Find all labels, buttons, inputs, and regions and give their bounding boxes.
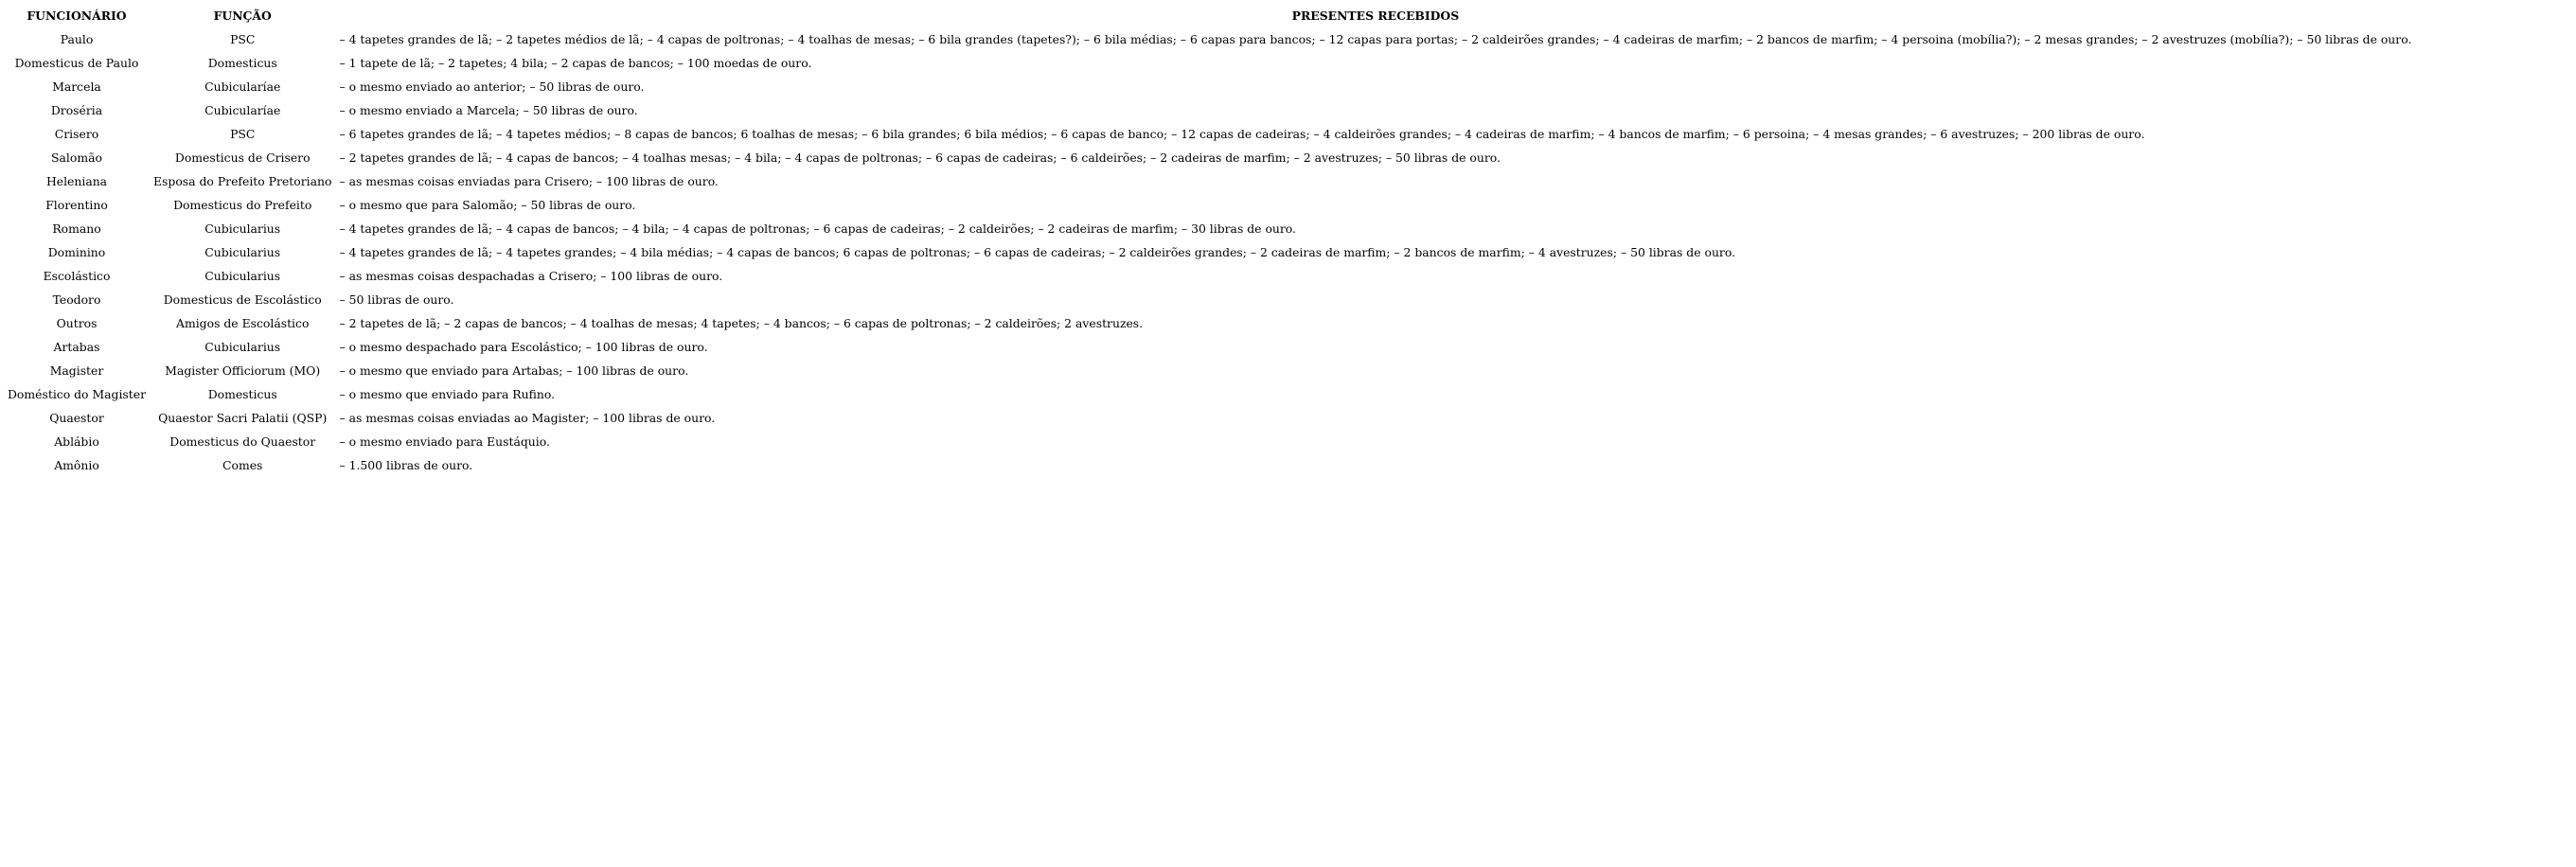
official-name: Dominino (47, 245, 106, 259)
gifts-received: – o mesmo enviado para Eustáquio. (339, 434, 550, 449)
official-role: Quaestor Sacri Palatii (QSP) (158, 411, 328, 425)
gifts-received: – o mesmo despachado para Escolástico; – 100 libras de ouro. (339, 340, 708, 354)
table-row (4, 146, 2415, 169)
gifts-received: – as mesmas coisas enviadas para Crisero; – 100 libras de ouro. (339, 174, 719, 188)
official-role: Amigos de Escolástico (176, 316, 310, 330)
official-name: Doméstico do Magister (8, 387, 147, 401)
table-row (4, 240, 2415, 264)
table-row (4, 453, 2415, 477)
official-role: Domesticus de Crisero (174, 150, 311, 165)
header-role: FUNÇÃO (213, 9, 272, 23)
official-name: Quaestor (49, 411, 104, 425)
table-row (4, 193, 2415, 217)
official-name: Outros (56, 316, 98, 330)
official-role: Domesticus do Quaestor (169, 434, 316, 449)
official-role: Domesticus (207, 387, 277, 401)
table-row (4, 430, 2415, 453)
official-name: Domesticus de Paulo (14, 56, 139, 70)
gifts-received: – 1.500 libras de ouro. (339, 458, 473, 472)
table-row (4, 75, 2415, 98)
official-role: Cubicularíae (204, 80, 281, 94)
gifts-received: – o mesmo enviado a Marcela; – 50 libras de ouro. (339, 103, 638, 117)
official-name: Droséria (50, 103, 103, 117)
gifts-received: – 1 tapete de lã; – 2 tapetes; 4 bila; – 2 capas de bancos; – 100 moedas de ouro. (339, 56, 812, 70)
table-row (4, 27, 2415, 51)
official-name: Florentino (45, 198, 108, 212)
table-header (4, 4, 2415, 27)
gifts-table (4, 4, 2415, 477)
table-row (4, 122, 2415, 146)
official-role: Magister Officiorum (MO) (165, 363, 321, 378)
table-row (4, 264, 2415, 288)
table-row (4, 51, 2415, 75)
official-name: Salomão (51, 150, 102, 165)
official-name: Escolástico (43, 269, 111, 283)
table-row (4, 169, 2415, 193)
official-name: Romano (52, 221, 101, 236)
gifts-received: – o mesmo que enviado para Artabas; – 100 libras de ouro. (339, 363, 689, 378)
gifts-received: – 2 tapetes grandes de lã; – 4 capas de bancos; – 4 toalhas mesas; – 4 bila; – 4 capas de poltronas; – 6 capas de cadeiras; – 6 caldeirões; – 2 cadeiras de marfim; – 2 avestruzes; – 50 libras de ouro. (339, 150, 1501, 165)
table-row (4, 217, 2415, 240)
gifts-received: – as mesmas coisas despachadas a Crisero; – 100 libras de ouro. (339, 269, 723, 283)
gifts-received: – 50 libras de ouro. (339, 292, 454, 307)
table-row (4, 359, 2415, 382)
gifts-received: – 6 tapetes grandes de lã; – 4 tapetes médios; – 8 capas de bancos; 6 toalhas de mesas; – 6 bila grandes; 6 bila médios; – 6 capas de banco; – 12 capas de cadeiras; – 4 caldeirões grandes; – 4 cadeiras de marfim; – 4 bancos de marfim; – 6 persoina; – 4 mesas grandes; – 6 avestruzes; – 200 libras de ouro. (339, 127, 2145, 141)
table-row (4, 98, 2415, 122)
official-name: Teodoro (52, 292, 101, 307)
official-name: Artabas (53, 340, 100, 354)
gifts-received: – as mesmas coisas enviadas ao Magister; – 100 libras de ouro. (339, 411, 716, 425)
table-row (4, 382, 2415, 406)
official-name: Paulo (60, 32, 94, 46)
gifts-received: – o mesmo que enviado para Rufino. (339, 387, 556, 401)
official-name: Ablábio (54, 434, 99, 449)
official-role: PSC (230, 127, 256, 141)
official-name: Magister (49, 363, 104, 378)
gifts-received: – 4 tapetes grandes de lã; – 4 capas de bancos; – 4 bila; – 4 capas de poltronas; – 6 capas de cadeiras; – 2 caldeirões; – 2 cadeiras de marfim; – 30 libras de ouro. (339, 221, 1296, 236)
official-role: Esposa do Prefeito Pretoriano (153, 174, 332, 188)
header-gifts: PRESENTES RECEBIDOS (1291, 9, 1460, 23)
table-row (4, 311, 2415, 335)
official-role: Cubicularius (204, 221, 281, 236)
table-row (4, 406, 2415, 430)
official-role: Domesticus (207, 56, 277, 70)
gifts-received: – o mesmo que para Salomão; – 50 libras de ouro. (339, 198, 636, 212)
official-role: Domesticus de Escolástico (163, 292, 322, 307)
official-role: PSC (230, 32, 256, 46)
table-row (4, 288, 2415, 311)
official-role: Comes (222, 458, 263, 472)
official-role: Cubicularius (204, 269, 281, 283)
official-role: Cubicularíae (204, 103, 281, 117)
header-official: FUNCIONÁRIO (27, 9, 127, 23)
header-row (4, 4, 2415, 27)
table-body (4, 27, 2415, 477)
gifts-received: – o mesmo enviado ao anterior; – 50 libras de ouro. (339, 80, 645, 94)
official-name: Heleniana (45, 174, 108, 188)
official-role: Domesticus do Prefeito (173, 198, 312, 212)
official-name: Crisero (54, 127, 99, 141)
official-name: Marcela (52, 80, 101, 94)
official-role: Cubicularius (204, 340, 281, 354)
gifts-received: – 4 tapetes grandes de lã; – 4 tapetes grandes; – 4 bila médias; – 4 capas de bancos; 6 capas de poltronas; – 6 capas de cadeiras; – 2 caldeirões grandes; – 2 cadeiras de marfim; – 2 bancos de marfim; – 4 avestruzes; – 50 libras de ouro. (339, 245, 1736, 259)
table-row (4, 335, 2415, 359)
official-role: Cubicularius (204, 245, 281, 259)
gifts-received: – 4 tapetes grandes de lã; – 2 tapetes médios de lã; – 4 capas de poltronas; – 4 toalhas de mesas; – 6 bila grandes (tapetes?); – 6 bila médias; – 6 capas para bancos; – 12 capas para portas; – 2 caldeirões grandes; – 4 cadeiras de marfim; – 2 bancos de marfim; – 4 persoina (mobília?); – 2 mesas grandes; – 2 avestruzes (mobília?); – 50 libras de ouro. (339, 32, 2412, 46)
official-name: Amônio (54, 458, 99, 472)
gifts-received: – 2 tapetes de lã; – 2 capas de bancos; – 4 toalhas de mesas; 4 tapetes; – 4 bancos; – 6 capas de poltronas; – 2 caldeirões; 2 avestruzes. (339, 316, 1144, 330)
